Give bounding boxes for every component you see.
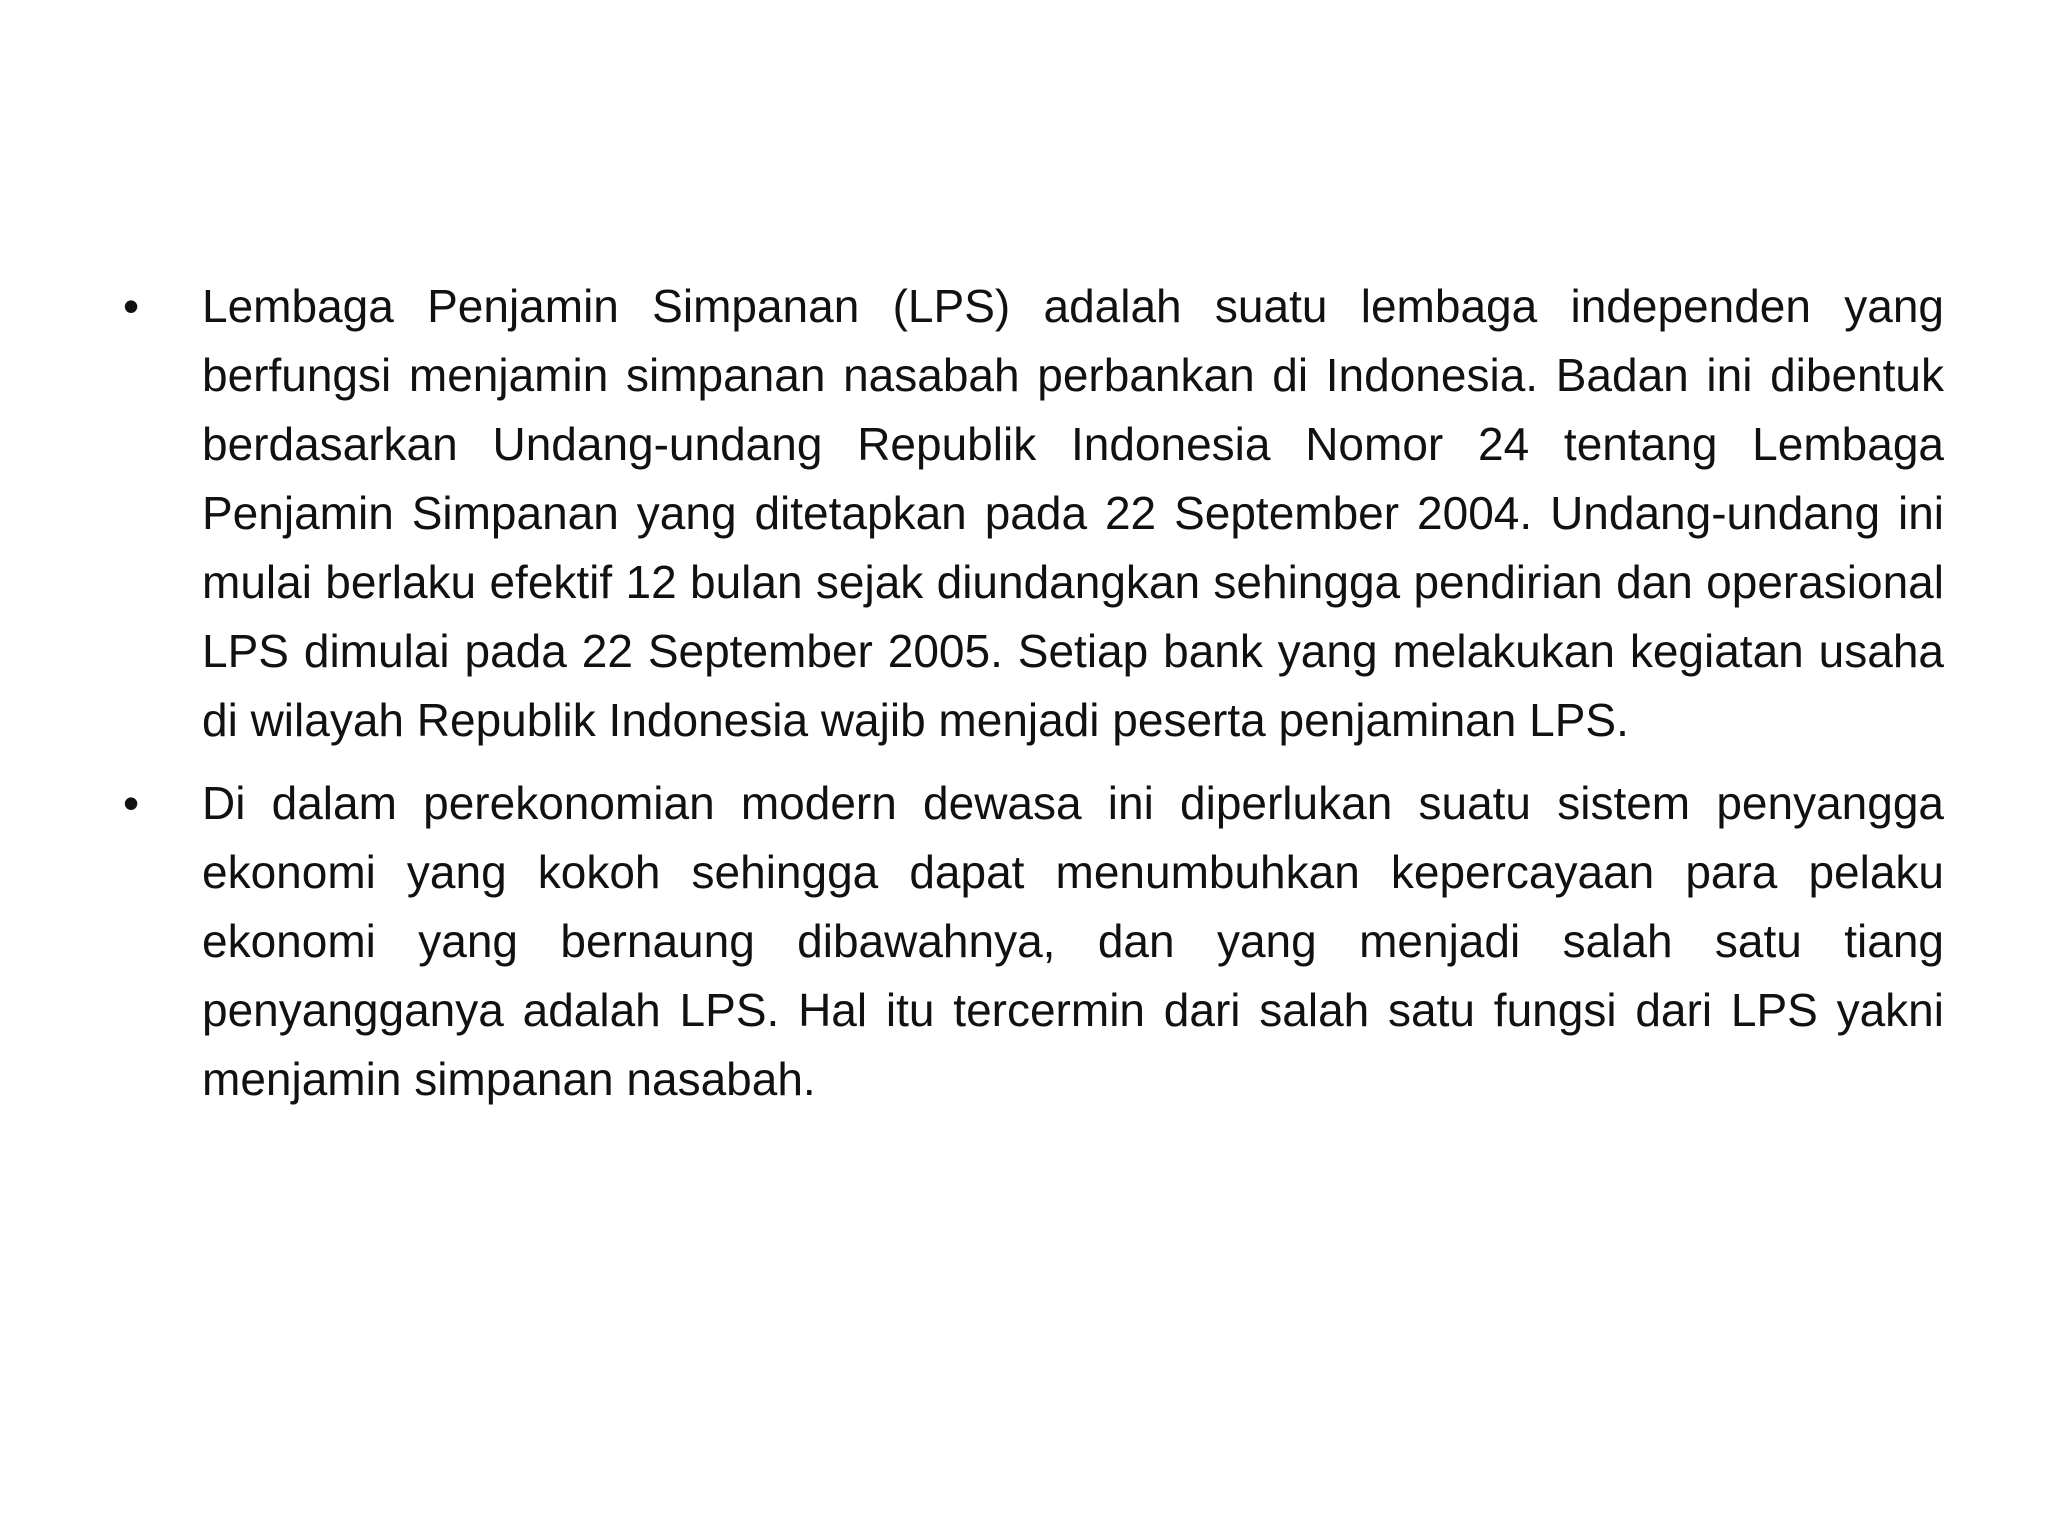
- bullet-item-lps-role: [118, 769, 1944, 1114]
- bullet-point-icon: •: [123, 777, 140, 829]
- bullet-point-icon: •: [123, 280, 140, 332]
- bullet-item-lps-definition: [118, 272, 1944, 755]
- bullet-list: [118, 272, 1944, 1114]
- bullet-text-lps-definition: Lembaga Penjamin Simpanan (LPS) adalah suatu lembaga independen yang berfungsi menjamin simpanan nasabah perbankan di Indonesia. Badan ini dibentuk berdasarkan Undang-undang Republik Indonesia Nomor 24 tentang Lembaga Penjamin Simpanan yang ditetapkan pada 22 September 2004. Undang-undang ini mulai berlaku efektif 12 bulan sejak diundangkan sehingga pendirian dan operasional LPS dimulai pada 22 September 2005. Setiap bank yang melakukan kegiatan usaha di wilayah Republik Indonesia wajib menjadi peserta penjaminan LPS.: [202, 280, 1944, 746]
- slide-content: [118, 272, 1944, 1128]
- bullet-text-lps-role: Di dalam perekonomian modern dewasa ini diperlukan suatu sistem penyangga ekonomi yang kokoh sehingga dapat menumbuhkan kepercayaan para pelaku ekonomi yang bernaung dibawahnya, dan yang menjadi salah satu tiang penyangganya adalah LPS. Hal itu tercermin dari salah satu fungsi dari LPS yakni menjamin simpanan nasabah.: [202, 777, 1944, 1105]
